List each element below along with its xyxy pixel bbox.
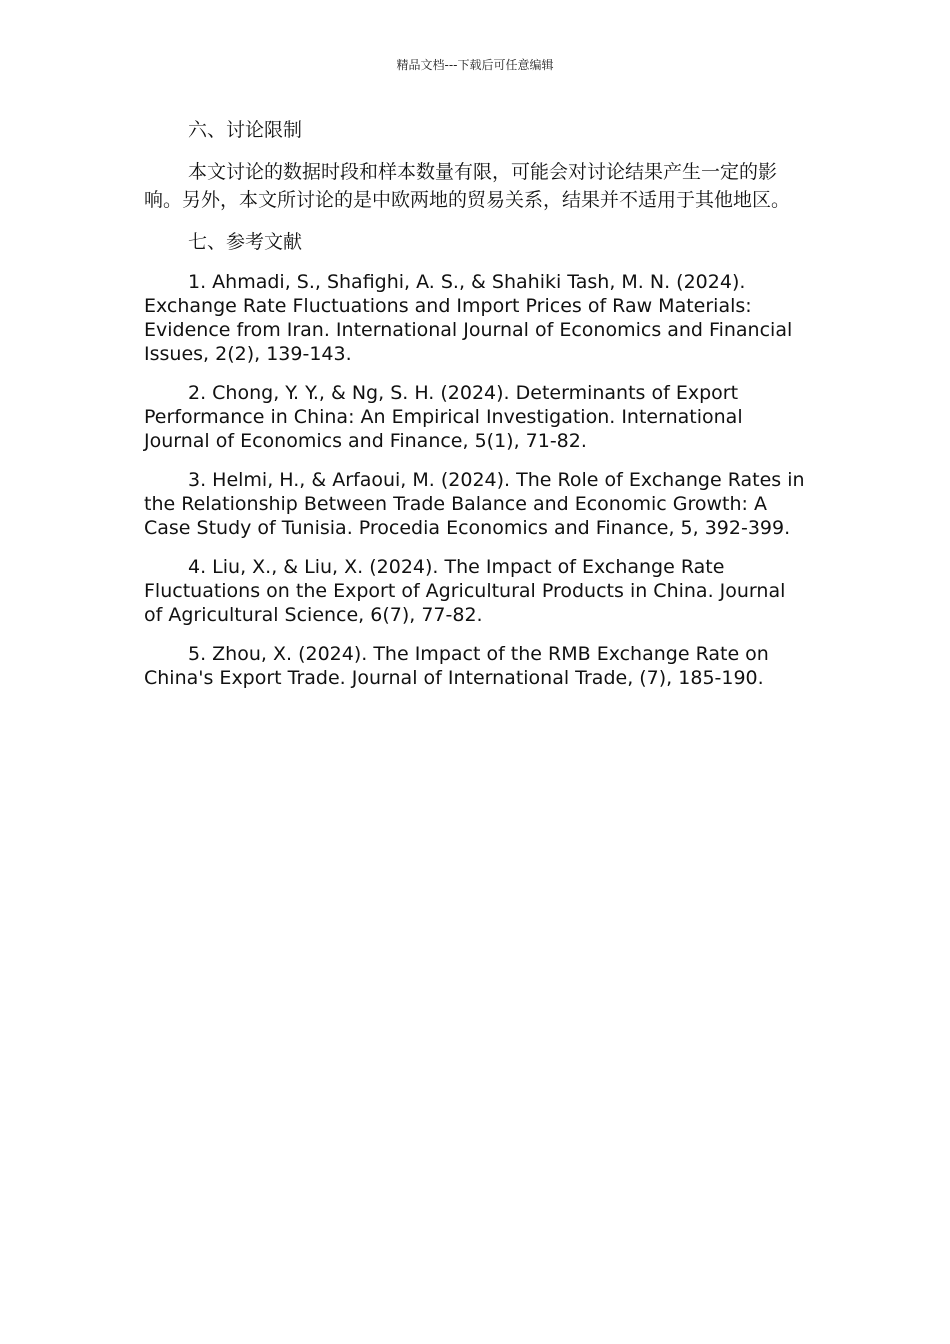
limitations-paragraph: 本文讨论的数据时段和样本数量有限，可能会对讨论结果产生一定的影响。另外，本文所讨论的是中欧两地的贸易关系，结果并不适用于其他地区。: [144, 161, 791, 211]
document-body: [144, 116, 808, 690]
reference-item: 1. Ahmadi, S., Shafighi, A. S., & Shahiki Tash, M. N. (2024). Exchange Rate Fluctuations and Import Prices of Raw Materials: Evidence from Iran. International Journal of Economics and Financial Issues, 2(2), 139-143.: [144, 271, 793, 365]
reference-item: 3. Helmi, H., & Arfaoui, M. (2024). The Role of Exchange Rates in the Relationship Between Trade Balance and Economic Growth: A Case Study of Tunisia. Procedia Economics and Finance, 5, 392-399.: [144, 469, 805, 539]
reference-item: 4. Liu, X., & Liu, X. (2024). The Impact of Exchange Rate Fluctuations on the Export of Agricultural Products in China. Journal of Agricultural Science, 6(7), 77-82.: [144, 556, 786, 626]
reference-item: 2. Chong, Y. Y., & Ng, S. H. (2024). Determinants of Export Performance in China: An Empirical Investigation. International Journal of Economics and Finance, 5(1), 71-82.: [144, 382, 743, 452]
section-heading-references: 七、参考文献: [188, 231, 303, 253]
reference-item: 5. Zhou, X. (2024). The Impact of the RMB Exchange Rate on China's Export Trade. Journal of International Trade, (7), 185-190.: [144, 643, 769, 689]
section-heading-limitations: 六、讨论限制: [188, 119, 303, 141]
page-header: 精品文档---下载后可任意编辑: [396, 58, 554, 72]
